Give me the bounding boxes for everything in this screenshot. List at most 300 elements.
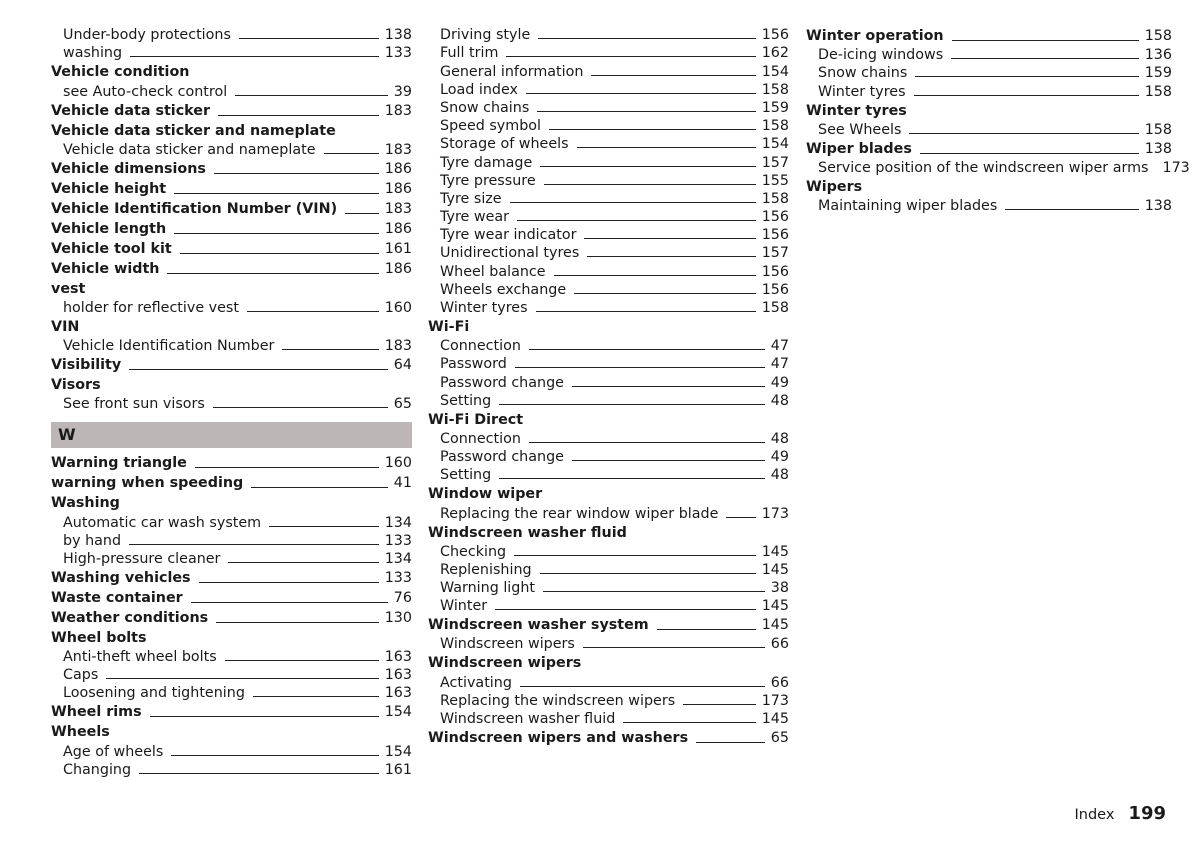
page-reference: 162 <box>761 45 789 62</box>
page-reference: 160 <box>384 299 412 316</box>
index-entry <box>51 219 412 239</box>
index-entry <box>51 473 412 493</box>
page-reference: 49 <box>770 374 789 391</box>
entry-text: Vehicle Identification Number (VIN) <box>51 200 338 217</box>
index-column-1 <box>51 26 412 779</box>
page-reference: 163 <box>384 685 412 702</box>
entry-text: Speed symbol <box>440 118 541 135</box>
page-reference: 65 <box>393 396 412 413</box>
leader-line <box>167 273 378 274</box>
leader-line <box>543 591 765 592</box>
entry-text: See Wheels <box>818 121 902 138</box>
entry-text: Full trim <box>440 45 499 62</box>
index-subentry <box>51 26 412 44</box>
page-reference: 161 <box>384 240 412 257</box>
page-reference: 173 <box>761 505 789 522</box>
leader-line <box>282 349 378 350</box>
entry-text: Wheels exchange <box>440 281 567 298</box>
page-reference: 48 <box>770 392 789 409</box>
entry-text: Tyre damage <box>440 154 533 171</box>
entry-text: Under-body protections <box>63 27 231 44</box>
index-subentry <box>428 337 789 355</box>
leader-line <box>574 293 756 294</box>
page-reference: 183 <box>384 338 412 355</box>
entry-text: Unidirectional tyres <box>440 245 580 262</box>
leader-line <box>213 407 388 408</box>
entry-text: Vehicle data sticker and nameplate <box>51 122 336 139</box>
index-entry <box>51 279 412 299</box>
entry-text: Vehicle height <box>51 180 167 197</box>
leader-line <box>537 111 755 112</box>
index-entry <box>51 62 412 82</box>
entry-text: Snow chains <box>818 65 908 82</box>
leader-line <box>584 238 755 239</box>
index-entry <box>428 484 789 504</box>
page-reference: 158 <box>1144 121 1172 138</box>
index-entry <box>51 588 412 608</box>
index-subentry <box>428 466 789 484</box>
page-reference: 133 <box>384 569 412 586</box>
page-reference: 48 <box>770 430 789 447</box>
index-subentry <box>51 513 412 531</box>
leader-line <box>251 487 388 488</box>
page-reference: 186 <box>384 160 412 177</box>
page-reference: 154 <box>384 704 412 721</box>
index-subentry <box>806 64 1172 82</box>
index-subentry <box>51 550 412 568</box>
page-reference: 173 <box>1162 159 1190 176</box>
index-entry <box>51 199 412 219</box>
entry-text: Tyre size <box>440 190 502 207</box>
index-subentry <box>428 244 789 262</box>
page-reference: 156 <box>761 227 789 244</box>
entry-text: High-pressure cleaner <box>63 550 221 567</box>
index-subentry <box>806 82 1172 100</box>
entry-text: Setting <box>440 392 492 409</box>
leader-line <box>909 133 1138 134</box>
leader-line <box>572 386 765 387</box>
entry-text: Replacing the windscreen wipers <box>440 692 676 709</box>
page-reference: 160 <box>384 455 412 472</box>
leader-line <box>171 755 378 756</box>
page-reference: 186 <box>384 220 412 237</box>
entry-text: Tyre wear indicator <box>440 227 577 244</box>
index-subentry <box>51 532 412 550</box>
entry-text: Changing <box>63 761 132 778</box>
leader-line <box>495 609 756 610</box>
page-reference: 48 <box>770 467 789 484</box>
entry-text: Wi-Fi Direct <box>428 411 524 428</box>
entry-text: Wipers <box>806 178 863 195</box>
entry-text: Washing <box>51 495 120 512</box>
entry-text: Wi-Fi <box>428 319 470 335</box>
leader-line <box>587 256 755 257</box>
section-header: W <box>51 422 412 448</box>
entry-text: Connection <box>440 430 521 447</box>
index-subentry <box>51 761 412 779</box>
leader-line <box>657 629 756 630</box>
page-reference: 183 <box>384 141 412 158</box>
page-reference: 158 <box>761 190 789 207</box>
page-reference: 183 <box>384 102 412 119</box>
index-entry <box>51 179 412 199</box>
entry-text: Vehicle length <box>51 220 167 237</box>
entry-text: Storage of wheels <box>440 136 569 153</box>
page-reference: 161 <box>384 761 412 778</box>
leader-line <box>130 56 379 57</box>
index-entry <box>428 317 789 337</box>
index-subentry <box>428 692 789 710</box>
leader-line <box>549 129 756 130</box>
entry-text: Password change <box>440 449 564 466</box>
page-reference: 157 <box>761 245 789 262</box>
index-entry <box>51 453 412 473</box>
entry-text: Wheel rims <box>51 704 142 721</box>
index-subentry <box>428 635 789 653</box>
page-reference: 158 <box>1144 28 1172 44</box>
index-entry <box>51 355 412 375</box>
entry-text: Vehicle data sticker <box>51 102 211 119</box>
entry-text: Winter tyres <box>440 300 528 316</box>
leader-line <box>139 773 379 774</box>
index-subentry <box>428 355 789 373</box>
index-subentry <box>428 597 789 615</box>
entry-text: washing <box>63 45 123 62</box>
index-subentry <box>51 684 412 702</box>
entry-text: see Auto-check control <box>63 83 228 100</box>
index-entry <box>51 101 412 121</box>
page-reference: 158 <box>761 300 789 316</box>
page-reference: 47 <box>770 356 789 373</box>
leader-line <box>214 173 379 174</box>
entry-text: Vehicle width <box>51 260 160 277</box>
leader-line <box>324 153 379 154</box>
entry-text: Winter tyres <box>806 102 907 119</box>
index-subentry <box>806 197 1172 215</box>
leader-line <box>345 213 379 214</box>
page-reference: 66 <box>770 674 789 691</box>
index-subentry <box>51 666 412 684</box>
page-reference: 154 <box>761 136 789 153</box>
index-subentry <box>428 504 789 522</box>
page-reference: 163 <box>384 649 412 666</box>
entry-text: Vehicle condition <box>51 64 190 81</box>
entry-text: Age of wheels <box>63 743 164 760</box>
leader-line <box>951 58 1139 59</box>
leader-line <box>517 220 756 221</box>
entry-text: Warning triangle <box>51 455 187 472</box>
page-reference: 158 <box>1144 83 1172 100</box>
page-reference: 156 <box>761 27 789 44</box>
index-subentry <box>428 26 789 44</box>
index-column-2 <box>428 26 789 748</box>
leader-line <box>180 253 379 254</box>
index-entry <box>428 410 789 430</box>
page-reference: 159 <box>1144 65 1172 82</box>
leader-line <box>499 478 765 479</box>
page-reference: 158 <box>761 118 789 135</box>
page-reference: 65 <box>770 730 789 746</box>
index-entry <box>51 121 412 141</box>
leader-line <box>510 202 756 203</box>
entry-text: holder for reflective vest <box>63 299 239 316</box>
page-reference: 173 <box>761 692 789 709</box>
leader-line <box>235 95 388 96</box>
index-subentry <box>428 262 789 280</box>
leader-line <box>150 716 379 717</box>
index-subentry <box>51 337 412 355</box>
page-reference: 64 <box>393 357 412 374</box>
index-subentry <box>51 44 412 62</box>
page-reference: 138 <box>384 27 412 44</box>
leader-line <box>554 275 756 276</box>
leader-line <box>199 582 379 583</box>
index-entry <box>51 608 412 628</box>
leader-line <box>253 696 379 697</box>
page-reference: 158 <box>761 81 789 98</box>
index-entry <box>51 722 412 742</box>
page-reference: 159 <box>761 99 789 116</box>
leader-line <box>247 311 379 312</box>
entry-text: Checking <box>440 543 507 560</box>
leader-line <box>225 660 379 661</box>
page-reference: 49 <box>770 449 789 466</box>
leader-line <box>506 56 755 57</box>
page-reference: 134 <box>384 514 412 531</box>
entry-text: Windscreen wipers <box>440 636 575 653</box>
entry-text: Wheels <box>51 724 110 741</box>
leader-line <box>191 602 388 603</box>
index-subentry <box>428 392 789 410</box>
index-subentry <box>428 172 789 190</box>
page-reference: 155 <box>761 172 789 189</box>
leader-line <box>591 75 755 76</box>
page-reference: 157 <box>761 154 789 171</box>
page-reference: 145 <box>761 543 789 560</box>
index-subentry <box>428 543 789 561</box>
entry-text: Windscreen wipers and washers <box>428 730 689 746</box>
entry-text: Winter <box>440 598 488 615</box>
index-subentry <box>428 135 789 153</box>
leader-line <box>239 38 379 39</box>
entry-text: See front sun visors <box>63 396 205 413</box>
index-subentry <box>51 742 412 760</box>
index-subentry <box>428 561 789 579</box>
leader-line <box>952 40 1139 41</box>
index-subentry <box>428 710 789 728</box>
entry-text: VIN <box>51 318 80 335</box>
entry-text: Warning light <box>440 580 536 597</box>
entry-text: Windscreen washer system <box>428 617 649 634</box>
entry-text: Loosening and tightening <box>63 685 245 702</box>
index-entry <box>51 259 412 279</box>
entry-text: Driving style <box>440 27 531 44</box>
entry-text: Vehicle Identification Number <box>63 338 275 355</box>
leader-line <box>536 311 756 312</box>
leader-line <box>540 573 756 574</box>
leader-line <box>529 349 765 350</box>
leader-line <box>623 722 755 723</box>
page-reference: 66 <box>770 636 789 653</box>
leader-line <box>228 562 378 563</box>
leader-line <box>540 166 755 167</box>
leader-line <box>726 517 755 518</box>
page-reference: 156 <box>761 209 789 226</box>
entry-text: Washing vehicles <box>51 569 191 586</box>
leader-line <box>683 704 756 705</box>
index-entry <box>51 239 412 259</box>
index-entry <box>806 101 1172 121</box>
leader-line <box>195 467 379 468</box>
index-subentry <box>428 299 789 317</box>
entry-text: Tyre pressure <box>440 172 536 189</box>
page-reference: 186 <box>384 260 412 277</box>
entry-text: Weather conditions <box>51 609 209 626</box>
index-entry <box>51 317 412 337</box>
index-subentry <box>51 82 412 100</box>
leader-line <box>526 93 756 94</box>
leader-line <box>269 526 379 527</box>
index-entry <box>51 568 412 588</box>
index-subentry <box>428 281 789 299</box>
page-reference: 183 <box>384 200 412 217</box>
index-entry <box>51 159 412 179</box>
index-subentry <box>428 226 789 244</box>
leader-line <box>520 686 765 687</box>
page-reference: 145 <box>761 561 789 578</box>
page-reference: 138 <box>1144 198 1172 215</box>
index-subentry <box>428 579 789 597</box>
leader-line <box>915 76 1138 77</box>
page-reference: 145 <box>761 617 789 634</box>
index-subentry <box>806 46 1172 64</box>
entry-text: Visors <box>51 377 101 394</box>
entry-text: Winter operation <box>806 28 944 44</box>
index-entry <box>51 702 412 722</box>
leader-line <box>572 460 765 461</box>
page-reference: 47 <box>770 338 789 355</box>
entry-text: Replacing the rear window wiper blade <box>440 505 719 522</box>
entry-text: Password <box>440 356 507 373</box>
leader-line <box>696 742 765 743</box>
leader-line <box>174 233 379 234</box>
page-reference: 39 <box>393 83 412 100</box>
index-subentry <box>51 395 412 413</box>
entry-text: Load index <box>440 81 518 98</box>
entry-text: Wheel bolts <box>51 629 147 646</box>
index-entry <box>806 26 1172 46</box>
page-reference: 154 <box>384 743 412 760</box>
entry-text: vest <box>51 280 86 297</box>
entry-text: Vehicle data sticker and nameplate <box>63 141 316 158</box>
index-subentry <box>51 141 412 159</box>
index-entry <box>51 628 412 648</box>
page-reference: 134 <box>384 550 412 567</box>
index-subentry <box>806 121 1172 139</box>
page-reference: 145 <box>761 598 789 615</box>
leader-line <box>515 367 765 368</box>
index-subentry <box>806 159 1190 177</box>
index-subentry <box>428 208 789 226</box>
entry-text: Activating <box>440 674 512 691</box>
entry-text: Password change <box>440 374 564 391</box>
page-reference: 41 <box>393 475 412 492</box>
entry-text: Wiper blades <box>806 140 912 157</box>
leader-line <box>529 442 765 443</box>
leader-line <box>106 678 378 679</box>
entry-text: Window wiper <box>428 486 543 503</box>
index-entry <box>806 177 1172 197</box>
entry-text: Windscreen washer fluid <box>428 524 627 541</box>
index-entry <box>428 523 789 543</box>
entry-text: by hand <box>63 532 122 549</box>
entry-text: Replenishing <box>440 561 532 578</box>
page-footer <box>1075 803 1167 824</box>
index-entry <box>428 653 789 673</box>
index-entry <box>51 493 412 513</box>
index-subentry <box>428 373 789 391</box>
page-reference: 138 <box>1144 140 1172 157</box>
entry-text: Windscreen wipers <box>428 655 582 672</box>
entry-text: Setting <box>440 467 492 484</box>
entry-text: Waste container <box>51 589 183 606</box>
entry-text: Wheel balance <box>440 263 546 280</box>
leader-line <box>1005 209 1138 210</box>
index-subentry <box>51 299 412 317</box>
index-subentry <box>428 99 789 117</box>
index-subentry <box>51 648 412 666</box>
entry-text: warning when speeding <box>51 475 244 492</box>
page-reference: 145 <box>761 711 789 727</box>
entry-text: Tyre wear <box>440 209 509 226</box>
index-subentry <box>428 430 789 448</box>
page-reference: 133 <box>384 45 412 62</box>
leader-line <box>129 369 388 370</box>
page-reference: 163 <box>384 667 412 684</box>
leader-line <box>920 153 1139 154</box>
index-subentry <box>428 117 789 135</box>
entry-text: Visibility <box>51 357 122 374</box>
index-subentry <box>428 448 789 466</box>
footer-section-label: Index <box>1074 807 1115 823</box>
index-subentry <box>428 81 789 99</box>
entry-text: Windscreen washer fluid <box>440 711 616 727</box>
leader-line <box>914 95 1139 96</box>
leader-line <box>538 38 755 39</box>
index-entry <box>51 375 412 395</box>
index-entry <box>428 615 789 635</box>
page-reference: 154 <box>761 63 789 80</box>
leader-line <box>174 193 379 194</box>
leader-line <box>499 404 765 405</box>
index-subentry <box>428 190 789 208</box>
entry-text: Caps <box>63 667 99 684</box>
index-subentry <box>428 44 789 62</box>
index-subentry <box>428 153 789 171</box>
page-reference: 38 <box>770 580 789 597</box>
index-entry <box>806 139 1172 159</box>
leader-line <box>218 115 379 116</box>
page-reference: 156 <box>761 263 789 280</box>
page-reference: 136 <box>1144 47 1172 64</box>
entry-text: Vehicle dimensions <box>51 160 206 177</box>
leader-line <box>514 555 756 556</box>
page-reference: 130 <box>384 609 412 626</box>
index-entry <box>428 728 789 748</box>
entry-text: Snow chains <box>440 99 530 116</box>
entry-text: De-icing windows <box>818 47 944 64</box>
entry-text: General information <box>440 63 584 80</box>
